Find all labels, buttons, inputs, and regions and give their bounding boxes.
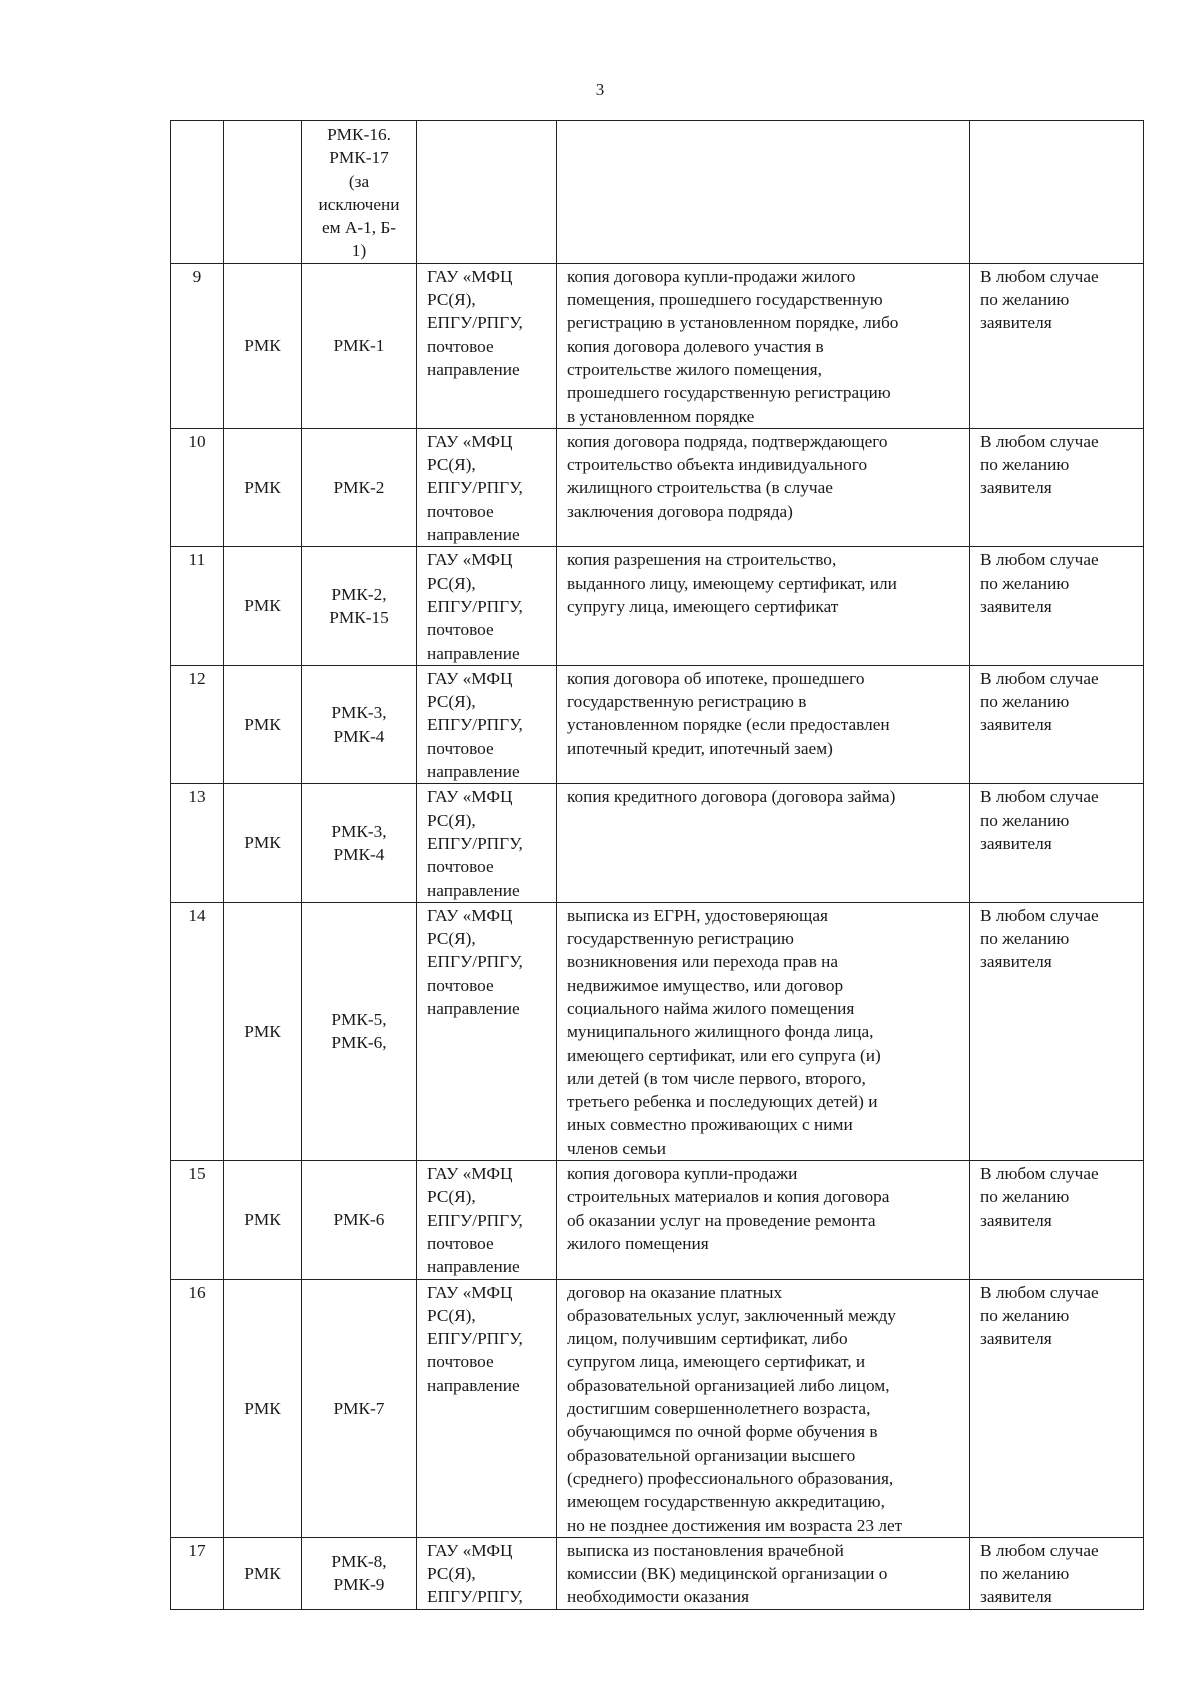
row-number: 17 <box>171 1537 224 1609</box>
row-document: копия разрешения на строительство, выданного лицу, имеющему сертификат, или супругу лица, имеющего сертификат <box>557 547 970 665</box>
row-kind: РМК <box>224 1279 302 1537</box>
row-codes: РМК-8, РМК-9 <box>302 1537 417 1609</box>
row-codes: РМК-2 <box>302 428 417 546</box>
row-source: ГАУ «МФЦ РС(Я), ЕПГУ/РПГУ, <box>417 1537 557 1609</box>
table-row <box>171 784 1144 902</box>
row-source: ГАУ «МФЦ РС(Я), ЕПГУ/РПГУ, почтовое направление <box>417 665 557 783</box>
row-condition: В любом случае по желанию заявителя <box>970 902 1144 1160</box>
row-codes: РМК-16. РМК-17 (за исключени ем А-1, Б- 1) <box>302 121 417 264</box>
row-codes: РМК-3, РМК-4 <box>302 665 417 783</box>
row-document: копия договора об ипотеке, прошедшего государственную регистрацию в установленном порядке (если предоставлен ипотечный кредит, ипотечный заем) <box>557 665 970 783</box>
table-row <box>171 547 1144 665</box>
row-condition: В любом случае по желанию заявителя <box>970 1537 1144 1609</box>
row-document: копия договора подряда, подтверждающего строительство объекта индивидуального жилищного строительства (в случае заключения договора подряда) <box>557 428 970 546</box>
table-row <box>171 902 1144 1160</box>
row-source: ГАУ «МФЦ РС(Я), ЕПГУ/РПГУ, почтовое направление <box>417 547 557 665</box>
row-document: договор на оказание платных образовательных услуг, заключенный между лицом, получившим сертификат, либо супругом лица, имеющего сертификат, и образовательной организацией либо лицом, достигшим совершеннолетнего возраста, обучающимся по очной форме обучения в образовательной организации высшего (среднего) профессионального образования, имеющем государственную аккредитацию, но не позднее достижения им возраста 23 лет <box>557 1279 970 1537</box>
row-source: ГАУ «МФЦ РС(Я), ЕПГУ/РПГУ, почтовое направление <box>417 263 557 428</box>
row-source: ГАУ «МФЦ РС(Я), ЕПГУ/РПГУ, почтовое направление <box>417 428 557 546</box>
table-row <box>171 1279 1144 1537</box>
row-document: выписка из постановления врачебной комиссии (ВК) медицинской организации о необходимости оказания <box>557 1537 970 1609</box>
row-codes: РМК-6 <box>302 1161 417 1279</box>
row-document: выписка из ЕГРН, удостоверяющая государственную регистрацию возникновения или перехода прав на недвижимое имущество, или договор социального найма жилого помещения муниципального жилищного фонда лица, имеющего сертификат, или его супруга (и) или детей (в том числе первого, второго, третьего ребенка и последующих детей) и иных совместно проживающих с ними членов семьи <box>557 902 970 1160</box>
row-kind: РМК <box>224 428 302 546</box>
row-source: ГАУ «МФЦ РС(Я), ЕПГУ/РПГУ, почтовое направление <box>417 1279 557 1537</box>
row-source: ГАУ «МФЦ РС(Я), ЕПГУ/РПГУ, почтовое направление <box>417 1161 557 1279</box>
row-kind <box>224 121 302 264</box>
row-condition: В любом случае по желанию заявителя <box>970 665 1144 783</box>
row-number: 11 <box>171 547 224 665</box>
row-kind: РМК <box>224 784 302 902</box>
row-kind: РМК <box>224 665 302 783</box>
row-number: 14 <box>171 902 224 1160</box>
row-codes: РМК-2, РМК-15 <box>302 547 417 665</box>
row-document: копия договора купли-продажи строительных материалов и копия договора об оказании услуг на проведение ремонта жилого помещения <box>557 1161 970 1279</box>
row-condition: В любом случае по желанию заявителя <box>970 263 1144 428</box>
row-source: ГАУ «МФЦ РС(Я), ЕПГУ/РПГУ, почтовое направление <box>417 784 557 902</box>
table-row <box>171 1161 1144 1279</box>
row-kind: РМК <box>224 263 302 428</box>
row-condition: В любом случае по желанию заявителя <box>970 428 1144 546</box>
row-kind: РМК <box>224 1537 302 1609</box>
row-number: 15 <box>171 1161 224 1279</box>
table-row <box>171 428 1144 546</box>
row-number: 13 <box>171 784 224 902</box>
row-number: 10 <box>171 428 224 546</box>
row-condition: В любом случае по желанию заявителя <box>970 1161 1144 1279</box>
row-source: ГАУ «МФЦ РС(Я), ЕПГУ/РПГУ, почтовое направление <box>417 902 557 1160</box>
row-document <box>557 121 970 264</box>
row-condition: В любом случае по желанию заявителя <box>970 784 1144 902</box>
row-document: копия кредитного договора (договора займа) <box>557 784 970 902</box>
row-condition: В любом случае по желанию заявителя <box>970 1279 1144 1537</box>
row-document: копия договора купли-продажи жилого помещения, прошедшего государственную регистрацию в установленном порядке, либо копия договора долевого участия в строительстве жилого помещения, прошедшего государственную регистрацию в установленном порядке <box>557 263 970 428</box>
table-row <box>171 121 1144 264</box>
table-row <box>171 1537 1144 1609</box>
row-source <box>417 121 557 264</box>
row-number: 12 <box>171 665 224 783</box>
documents-table <box>170 120 1144 1610</box>
table-row <box>171 263 1144 428</box>
row-condition <box>970 121 1144 264</box>
row-condition: В любом случае по желанию заявителя <box>970 547 1144 665</box>
row-codes: РМК-7 <box>302 1279 417 1537</box>
table-row <box>171 665 1144 783</box>
row-codes: РМК-5, РМК-6, <box>302 902 417 1160</box>
row-kind: РМК <box>224 902 302 1160</box>
row-kind: РМК <box>224 1161 302 1279</box>
row-number: 16 <box>171 1279 224 1537</box>
row-codes: РМК-1 <box>302 263 417 428</box>
row-kind: РМК <box>224 547 302 665</box>
row-number <box>171 121 224 264</box>
row-codes: РМК-3, РМК-4 <box>302 784 417 902</box>
page-number: 3 <box>595 80 605 99</box>
row-number: 9 <box>171 263 224 428</box>
